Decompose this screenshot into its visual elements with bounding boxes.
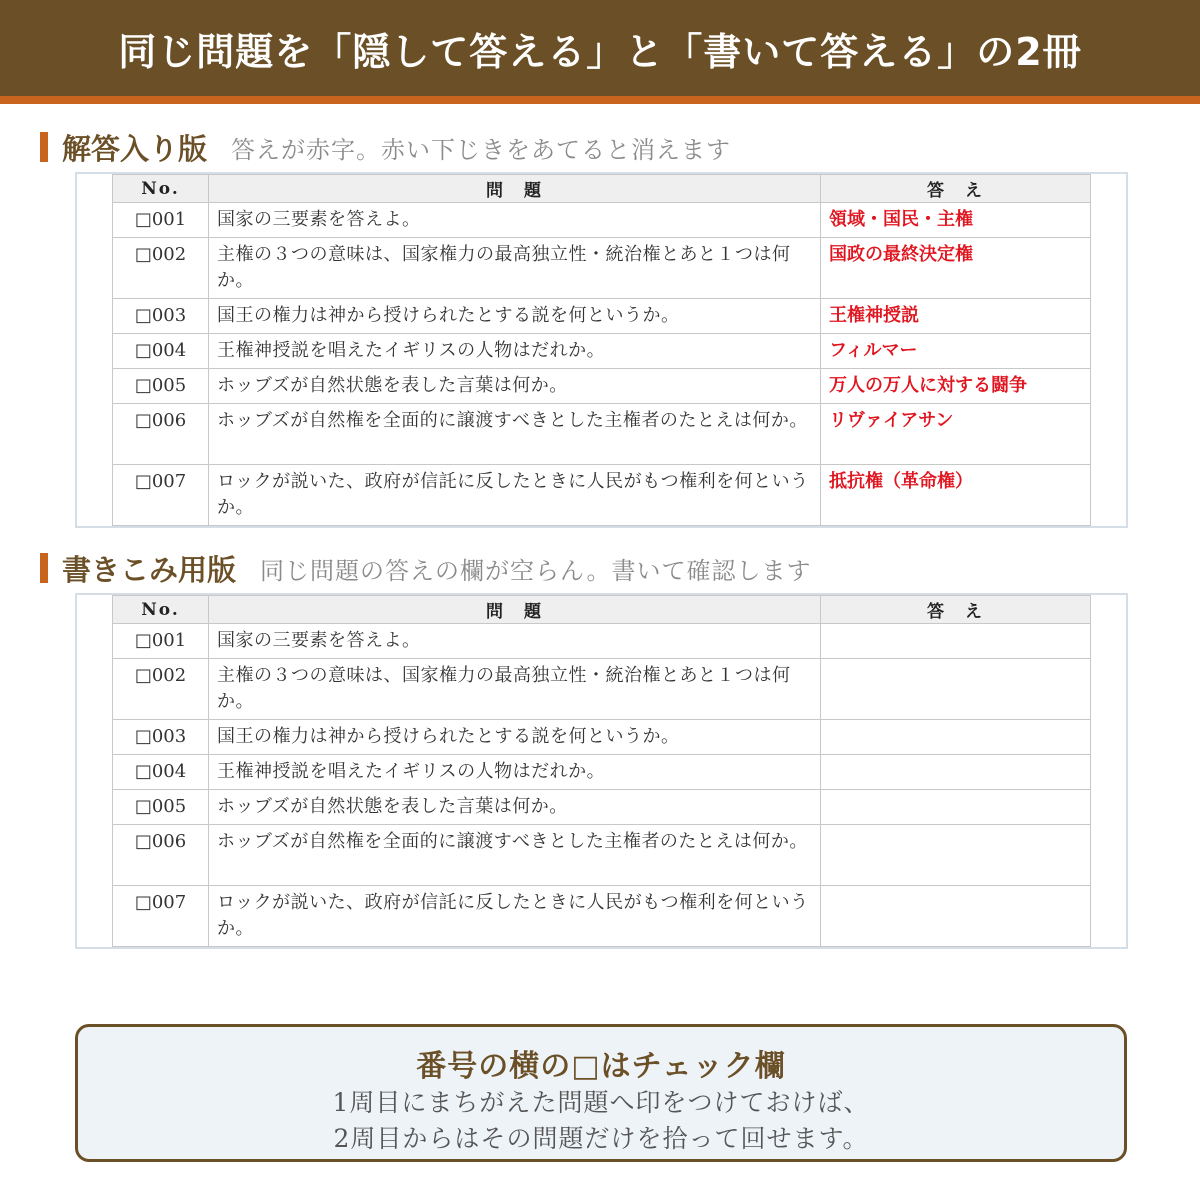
column-header-question: 問 題	[209, 175, 821, 203]
question-number: □007	[113, 886, 209, 947]
question-number: □004	[113, 755, 209, 790]
question-number: □001	[113, 624, 209, 659]
question-text: 国王の権力は神から授けられたとする説を何というか。	[209, 720, 821, 755]
header-banner	[0, 0, 1200, 104]
question-number: □002	[113, 659, 209, 720]
table-row	[113, 720, 1091, 755]
answer-text: 王権神授説	[821, 299, 1091, 334]
question-text: 主権の３つの意味は、国家権力の最高独立性・統治権とあと１つは何か。	[209, 238, 821, 299]
table-row	[113, 465, 1091, 526]
answer-text: リヴァイアサン	[821, 404, 1091, 465]
answer-blank	[821, 624, 1091, 659]
column-header-question: 問 題	[209, 596, 821, 624]
question-text: 国王の権力は神から授けられたとする説を何というか。	[209, 299, 821, 334]
answer-text: フィルマー	[821, 334, 1091, 369]
column-header-answer: 答 え	[821, 175, 1091, 203]
question-text: 主権の３つの意味は、国家権力の最高独立性・統治権とあと１つは何か。	[209, 659, 821, 720]
table-row	[113, 203, 1091, 238]
question-number: □003	[113, 299, 209, 334]
answer-blank	[821, 825, 1091, 886]
table-row	[113, 825, 1091, 886]
question-text: 王権神授説を唱えたイギリスの人物はだれか。	[209, 755, 821, 790]
answer-text: 国政の最終決定権	[821, 238, 1091, 299]
note-line-1: 1周目にまちがえた問題へ印をつけておけば、	[332, 1088, 870, 1117]
section-title: 書きこみ用版	[62, 552, 237, 587]
table-row	[113, 334, 1091, 369]
table-header-row	[113, 596, 1091, 624]
question-text: ホッブズが自然権を全面的に譲渡すべきとした主権者のたとえは何か。	[209, 825, 821, 886]
table-row	[113, 238, 1091, 299]
section-subtitle: 同じ問題の答えの欄が空らん。書いて確認します	[260, 556, 812, 585]
question-text: 王権神授説を唱えたイギリスの人物はだれか。	[209, 334, 821, 369]
column-header-answer: 答 え	[821, 596, 1091, 624]
banner-title: 同じ問題を「隠して答える」と「書いて答える」の2冊	[118, 29, 1082, 74]
answer-text: 万人の万人に対する闘争	[821, 369, 1091, 404]
question-text: ホッブズが自然権を全面的に譲渡すべきとした主権者のたとえは何か。	[209, 404, 821, 465]
table-row	[113, 299, 1091, 334]
question-number: □001	[113, 203, 209, 238]
question-number: □006	[113, 825, 209, 886]
answer-table	[112, 174, 1091, 526]
section-heading-writing-edition	[40, 550, 811, 586]
answer-table-frame	[75, 172, 1128, 528]
note-title: 番号の横の□はチェック欄	[416, 1049, 786, 1084]
checkbox-note-box	[75, 1024, 1127, 1162]
answer-text: 領域・国民・主権	[821, 203, 1091, 238]
section-subtitle: 答えが赤字。赤い下じきをあてると消えます	[231, 135, 732, 164]
table-row	[113, 369, 1091, 404]
table-row	[113, 659, 1091, 720]
question-text: ロックが説いた、政府が信託に反したときに人民がもつ権利を何というか。	[209, 465, 821, 526]
column-header-no: No.	[113, 596, 209, 624]
question-number: □005	[113, 369, 209, 404]
question-number: □006	[113, 404, 209, 465]
answer-blank	[821, 659, 1091, 720]
question-text: ホッブズが自然状態を表した言葉は何か。	[209, 369, 821, 404]
table-row	[113, 755, 1091, 790]
section-accent-bar	[40, 553, 48, 583]
column-header-no: No.	[113, 175, 209, 203]
section-heading-answer-edition	[40, 129, 731, 165]
section-accent-bar	[40, 132, 48, 162]
question-number: □002	[113, 238, 209, 299]
answer-blank	[821, 755, 1091, 790]
answer-text: 抵抗権（革命権）	[821, 465, 1091, 526]
table-header-row	[113, 175, 1091, 203]
answer-blank	[821, 790, 1091, 825]
table-row	[113, 886, 1091, 947]
writing-table-frame	[75, 593, 1128, 949]
question-number: □007	[113, 465, 209, 526]
question-number: □005	[113, 790, 209, 825]
section-title: 解答入り版	[62, 131, 208, 166]
table-row	[113, 790, 1091, 825]
table-row	[113, 404, 1091, 465]
writing-table	[112, 595, 1091, 947]
question-text: 国家の三要素を答えよ。	[209, 203, 821, 238]
answer-blank	[821, 886, 1091, 947]
question-text: 国家の三要素を答えよ。	[209, 624, 821, 659]
question-number: □004	[113, 334, 209, 369]
answer-blank	[821, 720, 1091, 755]
question-number: □003	[113, 720, 209, 755]
question-text: ホッブズが自然状態を表した言葉は何か。	[209, 790, 821, 825]
question-text: ロックが説いた、政府が信託に反したときに人民がもつ権利を何というか。	[209, 886, 821, 947]
note-line-2: 2周目からはその問題だけを拾って回せます。	[333, 1124, 869, 1153]
table-row	[113, 624, 1091, 659]
